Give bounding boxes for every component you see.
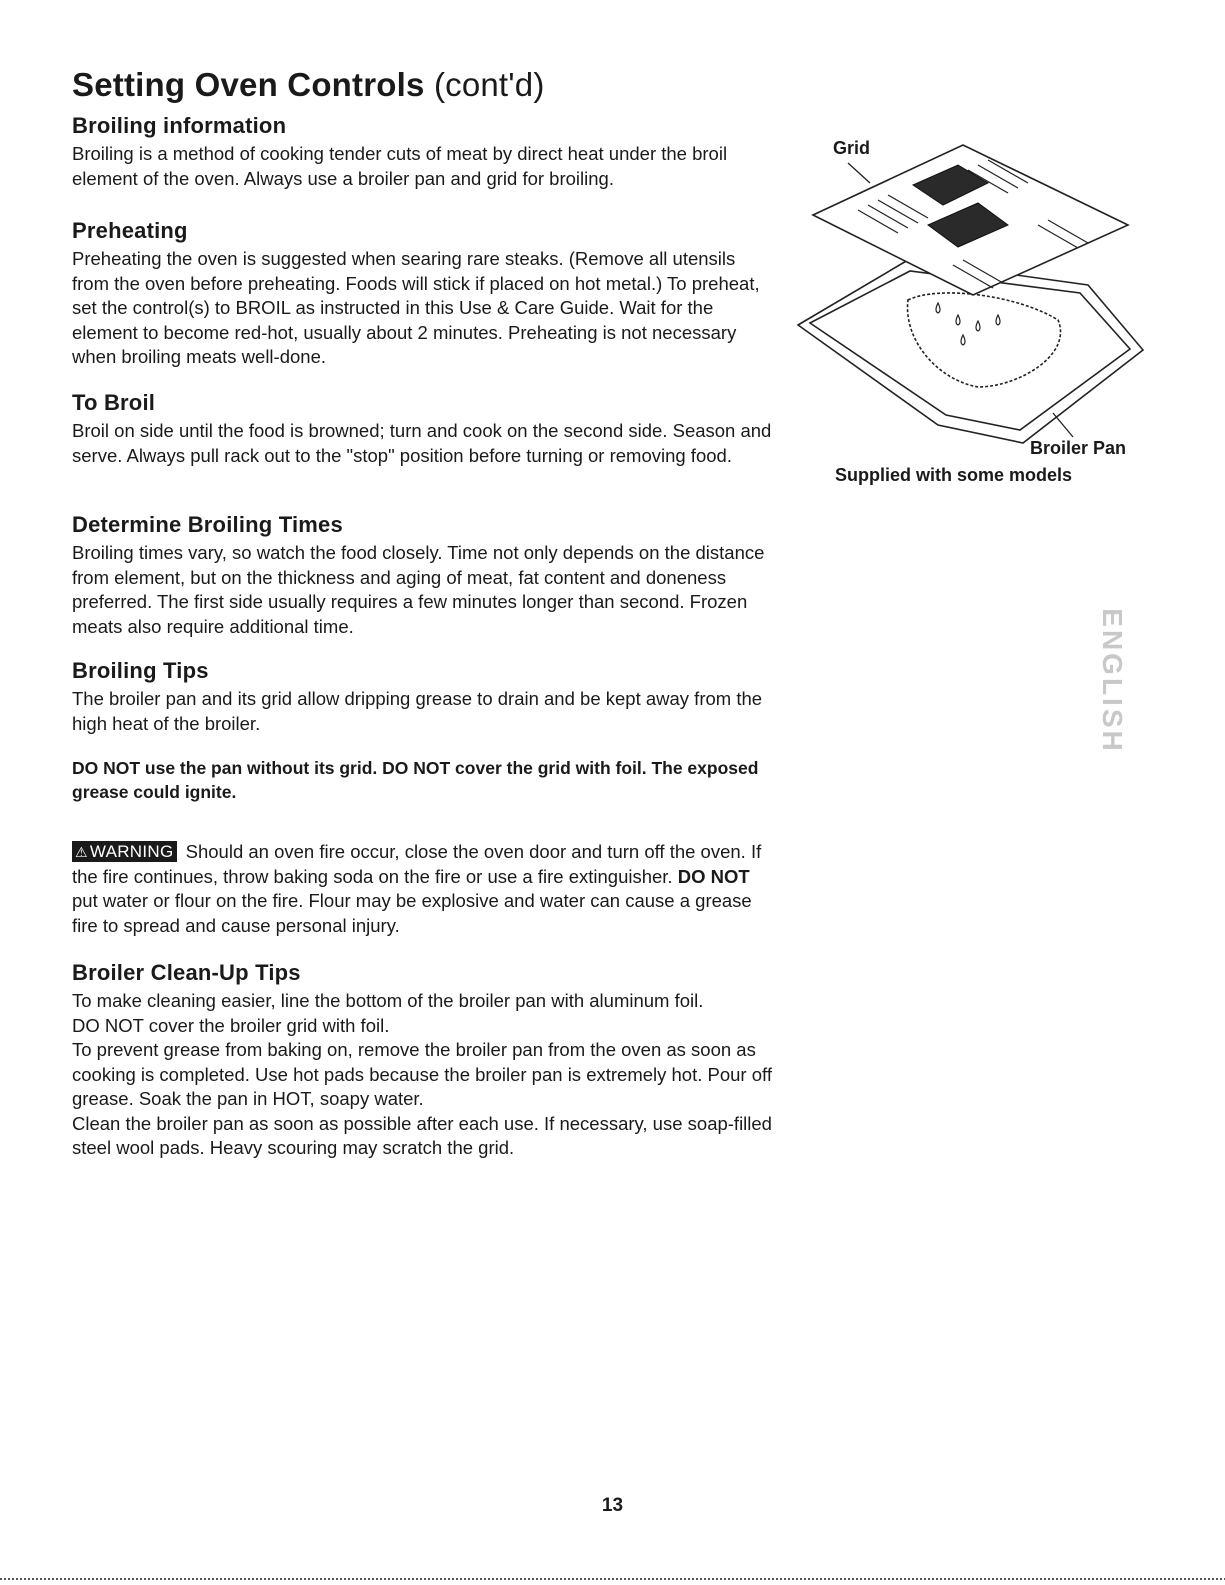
pan-leader-line <box>1053 413 1073 437</box>
broiler-pan-figure <box>788 125 1148 495</box>
cleanup-line-4: Clean the broiler pan as soon as possible after each use. If necessary, use soap-filled steel wool pads. Heavy scouring may scratch the grid. <box>72 1112 772 1158</box>
grid-leader-line <box>848 163 870 183</box>
broiler-pan-illustration <box>788 125 1148 445</box>
page-number: 13 <box>601 1495 624 1516</box>
section-broiling-info <box>72 113 772 191</box>
page-title-cont: (cont'd) <box>433 66 545 103</box>
page-title-main: Setting Oven Controls <box>72 66 425 103</box>
section-broiling-times <box>72 512 772 639</box>
page-title <box>72 66 545 104</box>
warning-text-2: put water or flour on the fire. Flour may be explosive and water can cause a grease fire to spread and cause personal injury. <box>72 890 752 936</box>
warning-triangle-icon: ⚠ <box>75 844 88 860</box>
caution-text: DO NOT use the pan without its grid. DO NOT cover the grid with foil. The exposed grease could ignite. <box>72 758 759 802</box>
section-warning <box>72 840 772 938</box>
warning-strong: DO NOT <box>677 865 750 887</box>
language-tab-label: ENGLISH <box>1097 608 1128 754</box>
warning-text-1: Should an oven fire occur, close the oven door and turn off the oven. If the fire continues, throw baking soda on the fire or use a fire extinguisher. <box>72 841 762 887</box>
section-heading: To Broil <box>72 390 156 415</box>
section-preheating <box>72 218 772 370</box>
section-body: Broiling times vary, so watch the food closely. Time not only depends on the distance from element, but on the thickness and aging of meat, fat content and doneness preferred. The first side usually requires a few minutes longer than second. Frozen meats also require additional time. <box>72 542 765 637</box>
section-to-broil <box>72 390 772 468</box>
warning-badge: ⚠ WARNING <box>72 841 177 862</box>
section-cleanup <box>72 960 772 1161</box>
cleanup-line-1: To make cleaning easier, line the bottom of the broiler pan with aluminum foil. <box>72 990 704 1011</box>
language-side-tab <box>1097 608 1128 754</box>
section-body: The broiler pan and its grid allow dripping grease to drain and be kept away from the high heat of the broiler. <box>72 688 763 734</box>
figure-caption: Supplied with some models <box>835 465 1073 485</box>
section-heading: Broiling Tips <box>72 658 209 683</box>
grid-label: Grid <box>833 138 871 158</box>
cleanup-line-3: To prevent grease from baking on, remove the broiler pan from the oven as soon as cooking is completed. Use hot pads because the broiler pan is extremely hot. Pour off grease. Soak the pan in HOT, soapy water. <box>72 1039 772 1109</box>
section-heading: Broiling information <box>72 113 287 138</box>
broiler-pan-label: Broiler Pan <box>1030 438 1127 458</box>
cleanup-line-2: DO NOT cover the broiler grid with foil. <box>72 1014 390 1036</box>
section-heading: Determine Broiling Times <box>72 512 343 537</box>
section-body: Preheating the oven is suggested when searing rare steaks. (Remove all utensils from the oven before preheating. Foods will stick if placed on hot metal.) To preheat, set the control(s) to BROIL as instructed in this Use & Care Guide. Wait for the element to become red-hot, usually about 2 minutes. Preheating is not necessary when broiling meats well-done. <box>72 248 760 367</box>
section-heading: Broiler Clean-Up Tips <box>72 960 301 985</box>
bottom-rule <box>0 1578 1225 1580</box>
section-body: Broiling is a method of cooking tender cuts of meat by direct heat under the broil element of the oven. Always use a broiler pan and grid for broiling. <box>72 143 728 189</box>
section-body: Broil on side until the food is browned; turn and cook on the second side. Season and serve. Always pull rack out to the "stop" position before turning or removing food. <box>72 420 772 466</box>
section-heading: Preheating <box>72 218 188 243</box>
section-broiling-tips <box>72 658 772 804</box>
warning-paragraph <box>72 840 772 938</box>
